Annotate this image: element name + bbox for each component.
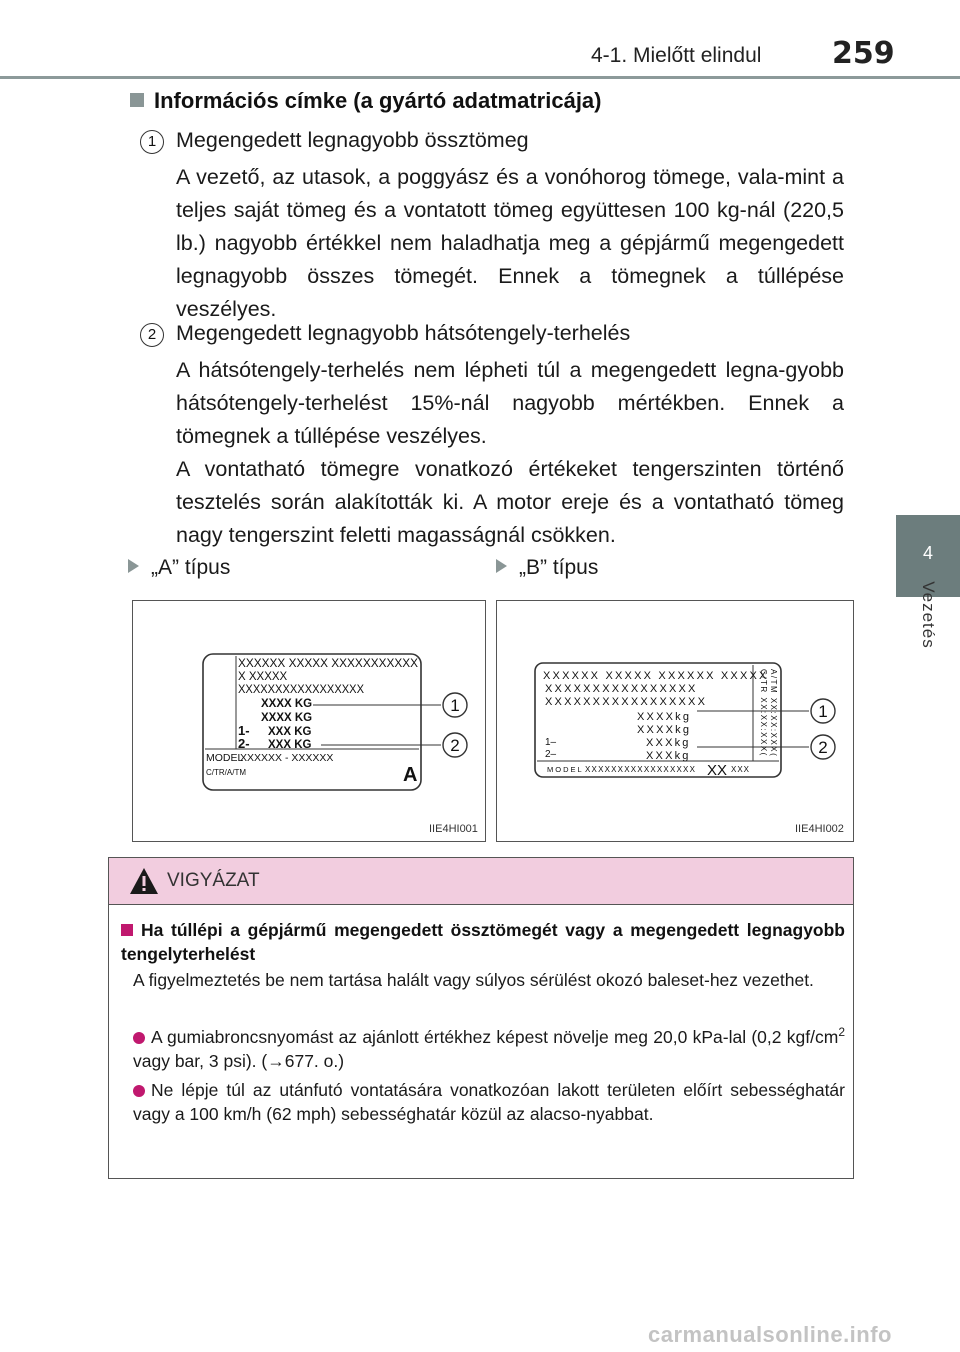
warning-intro: A figyelmeztetés be nem tartása halált vagy súlyos sérülést okozó baleset-hez vezethet.	[133, 970, 814, 990]
label-b-weight-4: XXXkg	[646, 750, 691, 762]
warning-bullet-2-text: Ne lépje túl az utánfutó vontatására vonatkozóan lakott területen előírt sebességhatár vagy a 100 km/h (62 mph) sebességhatár közül az alacso-nyabbat.	[133, 1080, 845, 1124]
callout-number-2: 2	[450, 736, 460, 755]
label-b-axle-1: 1–	[545, 737, 557, 748]
warning-title: VIGYÁZAT	[167, 870, 260, 891]
label-b-model-value: XXXXXXXXXXXXXXXXX	[585, 765, 697, 774]
warning-bullet-1-sup: 2	[838, 1025, 845, 1039]
triangle-bullet-icon	[128, 559, 139, 573]
warning-bullet-1	[133, 1020, 845, 1073]
type-label-a	[128, 556, 230, 580]
bullet-dot-icon	[133, 1085, 145, 1097]
section-heading	[130, 88, 602, 114]
item-badge-2: 2	[140, 323, 164, 347]
callout-number-1: 1	[818, 702, 828, 721]
label-b-illustration	[497, 601, 853, 841]
label-a-line-3: XXXXXXXXXXXXXXXXX	[238, 684, 365, 696]
label-b-weight-1: XXXXkg	[637, 711, 692, 723]
warning-bullet-1-ref: 677. o.)	[284, 1050, 345, 1071]
label-a-illustration	[133, 601, 485, 841]
label-b-line-3: XXXXXXXXXXXXXXXXX	[545, 696, 708, 708]
label-a-model-value: XXXXXX - XXXXXX	[240, 752, 334, 764]
warning-header	[109, 858, 853, 905]
figure-b	[496, 600, 854, 842]
label-b-model-value-2: XX	[707, 762, 728, 779]
label-b-weight-2: XXXXkg	[637, 724, 692, 736]
chapter-number: 4	[922, 543, 933, 563]
label-a-axle-1: 1-	[238, 723, 250, 738]
section-title: 4-1. Mielőtt elindul	[591, 44, 762, 67]
square-bullet-icon	[130, 93, 144, 107]
header-rule	[0, 76, 960, 79]
warning-bullet-2	[133, 1078, 845, 1126]
warning-bullet-1-text: A gumiabroncsnyomást az ajánlott értékhez képest növelje meg 20,0 kPa-lal (0,2 kgf/cm	[151, 1026, 839, 1047]
bullet-dot-icon	[133, 1032, 145, 1044]
warning-triangle-icon	[129, 867, 159, 895]
item-body-2: A hátsótengely-terhelés nem lépheti túl a megengedett legna-gyobb hátsótengely-terhelést 15%-nál nagyobb mértékben. Ennek a tömegnek a túllépése veszélyes.	[176, 358, 844, 448]
page-number: 259	[832, 36, 895, 71]
warning-heading-text: Ha túllépi a gépjármű megengedett össztömegét vagy a megengedett legnagyobb tengelyterhelést	[121, 920, 845, 964]
item-title-2: Megengedett legnagyobb hátsótengely-terhelés	[176, 321, 631, 345]
watermark: carmanualsonline.info	[648, 1322, 892, 1347]
label-a-footer-code: C/TR/A/TM	[206, 768, 246, 777]
type-label-b-text: „B” típus	[519, 556, 599, 579]
label-b-side-col-1: C/TR XX:XX:XXX(	[759, 669, 768, 757]
label-a-line-1: XXXXXX XXXXX XXXXXXXXXXX	[238, 658, 419, 670]
figure-b-code: IIE4HI002	[795, 823, 844, 835]
label-b-axle-2: 2–	[545, 749, 557, 760]
label-b-weight-3: XXXkg	[646, 737, 691, 749]
label-b-line-1: XXXXXX XXXXX XXXXXX XXXXX	[543, 670, 769, 682]
label-a-weight-4: XXX KG	[268, 739, 312, 751]
label-b-line-2: XXXXXXXXXXXXXXXX	[545, 683, 698, 695]
figure-a	[132, 600, 486, 842]
type-label-b	[496, 556, 598, 580]
label-b-side-col-2: A/TM XX:XX:XXX(	[769, 669, 778, 758]
label-b-model: MODEL	[547, 765, 584, 774]
type-label-a-text: „A” típus	[151, 556, 231, 579]
label-a-line-2: X XXXXX	[238, 671, 288, 683]
warning-bullet-1-text-b: vagy bar, 3 psi). (	[133, 1050, 268, 1071]
label-a-weight-2: XXXX KG	[261, 712, 313, 724]
section-heading-text: Információs címke (a gyártó adatmatricája)	[154, 88, 602, 113]
label-a-weight-1: XXXX KG	[261, 698, 313, 710]
item-body-1: A vezető, az utasok, a poggyász és a vonóhorog tömege, vala-mint a teljes saját tömeg és a vontatott tömeg együttesen 100 kg-nál (220,5 lb.) nagyobb értékkel nem haladhatja meg a gépjármű megengedett legnagyobb összes tömegét. Ennek a tömegnek a túllépése veszélyes.	[176, 165, 844, 321]
warning-box	[108, 857, 854, 1179]
callout-number-2: 2	[818, 738, 828, 757]
square-bullet-icon	[121, 924, 133, 936]
item-body-2b: A vontatható tömegre vonatkozó értékeket tengerszinten történő tesztelés során alakították ki. A motor ereje és a vontatható tömeg nagy tengerszint feletti magasságnál csökken.	[176, 457, 844, 547]
callout-number-1: 1	[450, 696, 460, 715]
page-ref-arrow-icon: →	[267, 1050, 285, 1071]
item-title-1: Megengedett legnagyobb össztömeg	[176, 128, 529, 152]
item-badge-1: 1	[140, 130, 164, 154]
figure-a-code: IIE4HI001	[429, 823, 478, 835]
label-a-model: MODEL	[206, 752, 244, 764]
warning-heading	[121, 918, 845, 966]
label-b-model-value-3: XXX	[731, 765, 751, 774]
label-a-corner: A	[403, 764, 418, 786]
chapter-label	[896, 581, 960, 745]
triangle-bullet-icon	[496, 559, 507, 573]
chapter-label-text: Vezetés	[919, 581, 938, 649]
label-a-axle-2: 2-	[238, 736, 250, 751]
label-a-weight-3: XXX KG	[268, 726, 312, 738]
